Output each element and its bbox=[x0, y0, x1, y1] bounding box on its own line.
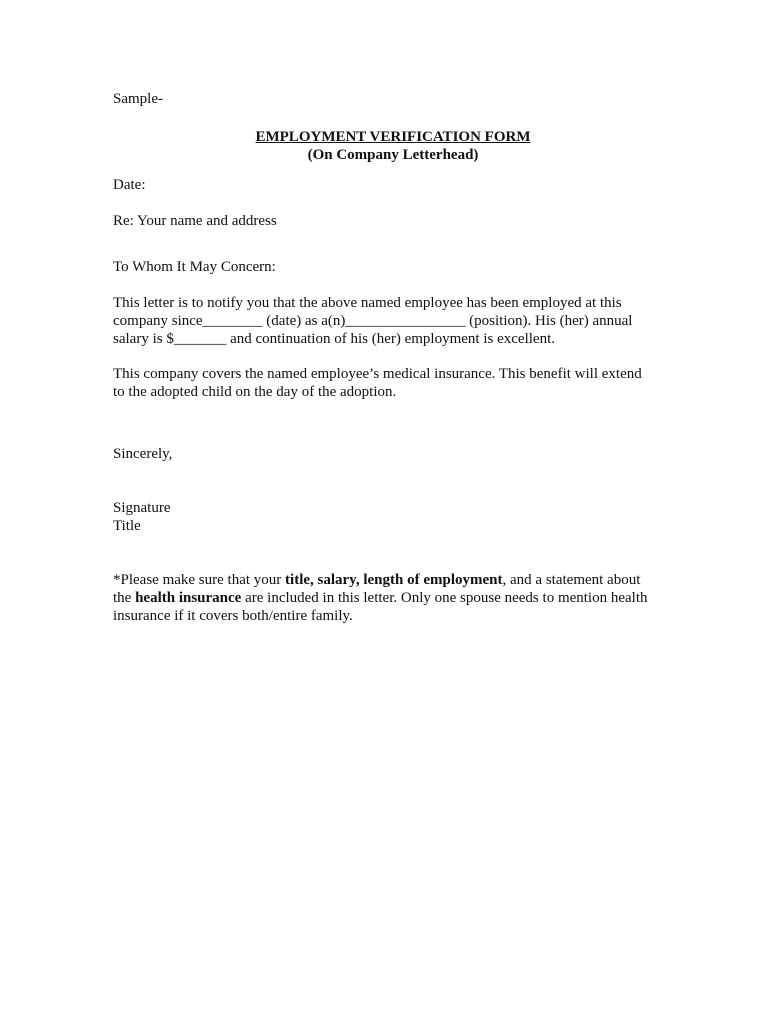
re-line: Re: Your name and address bbox=[113, 213, 277, 229]
paragraph-line: salary is $_______ and continuation of his (her) employment is excellent. bbox=[113, 331, 555, 347]
form-title: EMPLOYMENT VERIFICATION FORM bbox=[255, 129, 531, 145]
closing: Sincerely, bbox=[113, 446, 173, 462]
signature-block bbox=[113, 499, 673, 535]
paragraph-line: This company covers the named employee’s medical insurance. This benefit will extend bbox=[113, 366, 642, 382]
paragraph-line: to the adopted child on the day of the adoption. bbox=[113, 384, 397, 400]
title-label: Title bbox=[113, 518, 141, 534]
note-line-1 bbox=[113, 571, 673, 589]
date-label: Date: bbox=[113, 177, 146, 193]
note-text: are included in this letter. Only one spouse needs to mention health bbox=[241, 590, 648, 606]
document-page bbox=[113, 90, 673, 625]
signature-label: Signature bbox=[113, 500, 171, 516]
paragraph-line: This letter is to notify you that the above named employee has been employed at this bbox=[113, 295, 622, 311]
paragraph-line: company since________ (date) as a(n)________________ (position). His (her) annual bbox=[113, 313, 633, 329]
sample-label: Sample- bbox=[113, 91, 163, 107]
salutation: To Whom It May Concern: bbox=[113, 259, 276, 275]
note-text: , and a statement about bbox=[502, 572, 641, 588]
note-emphasis: title, salary, length of employment bbox=[285, 572, 503, 588]
insurance-paragraph bbox=[113, 365, 673, 401]
note-emphasis: health insurance bbox=[135, 590, 242, 606]
note-line-2 bbox=[113, 589, 673, 607]
instruction-note bbox=[113, 571, 673, 625]
form-subtitle: (On Company Letterhead) bbox=[307, 147, 479, 163]
note-text: *Please make sure that your bbox=[113, 572, 286, 588]
employment-paragraph bbox=[113, 294, 673, 348]
note-line-3: insurance if it covers both/entire family. bbox=[113, 608, 353, 624]
form-title-block bbox=[113, 128, 673, 164]
note-text: the bbox=[113, 590, 136, 606]
